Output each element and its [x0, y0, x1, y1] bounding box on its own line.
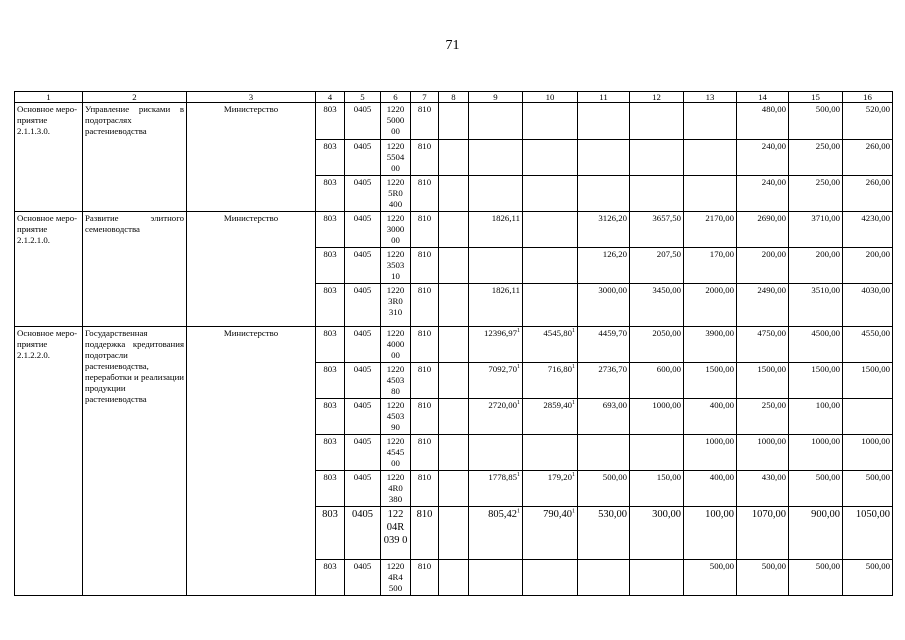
value-col-8-cell: [439, 559, 469, 595]
value-col-12-cell: 3657,50: [630, 211, 684, 247]
target-article-cell: 1220 4503 90: [381, 398, 411, 434]
value-col-10-value: 2859,40: [543, 399, 572, 410]
target-article-cell: 1220 4000 00: [381, 326, 411, 362]
value-col-12-cell: 600,00: [630, 362, 684, 398]
value-col-10-cell: [523, 326, 578, 362]
value-col-11-cell: 4459,70: [578, 326, 630, 362]
value-col-15-cell: 3510,00: [789, 283, 843, 326]
value-col-8-cell: [439, 175, 469, 211]
gr-code-cell: 803: [316, 103, 345, 140]
budget-table: [14, 91, 893, 596]
value-col-10-value: 716,80: [547, 363, 572, 374]
value-col-9-cell: [469, 362, 523, 398]
value-col-11-cell: [578, 103, 630, 140]
footnote-mark: 1: [517, 508, 520, 515]
column-header-9: 9: [469, 92, 523, 103]
value-col-9-cell: [469, 283, 523, 326]
expense-type-cell: 810: [411, 140, 439, 176]
value-col-13-cell: [684, 103, 737, 140]
value-col-11-cell: [578, 434, 630, 470]
value-col-9-cell: [469, 211, 523, 247]
target-article-cell: 1220 3503 10: [381, 247, 411, 283]
value-col-14-cell: 1070,00: [737, 506, 789, 559]
value-col-12-cell: 150,00: [630, 470, 684, 506]
event-name-cell: Развитие элитного семеноводства: [83, 211, 187, 326]
value-col-10-cell: [523, 470, 578, 506]
value-col-11-cell: 530,00: [578, 506, 630, 559]
value-col-11-cell: 3126,20: [578, 211, 630, 247]
value-col-15-cell: 500,00: [789, 470, 843, 506]
column-header-5: 5: [345, 92, 381, 103]
section-code-cell: 0405: [345, 103, 381, 140]
target-article-cell: 1220 5R0 400: [381, 175, 411, 211]
value-col-13-cell: [684, 140, 737, 176]
value-col-13-cell: 1500,00: [684, 362, 737, 398]
value-col-12-cell: [630, 434, 684, 470]
footnote-mark: 1: [572, 471, 575, 478]
expense-type-cell: 810: [411, 247, 439, 283]
column-header-16: 16: [843, 92, 893, 103]
event-code-cell: Основное меро-приятие 2.1.2.2.0.: [15, 326, 83, 595]
value-col-13-cell: 2000,00: [684, 283, 737, 326]
value-col-11-cell: 2736,70: [578, 362, 630, 398]
value-col-13-cell: 2170,00: [684, 211, 737, 247]
value-col-9-cell: [469, 103, 523, 140]
table-row: [15, 326, 893, 362]
target-article-cell: 1220 3000 00: [381, 211, 411, 247]
value-col-15-cell: 250,00: [789, 140, 843, 176]
value-col-13-cell: [684, 175, 737, 211]
value-col-14-cell: 240,00: [737, 175, 789, 211]
value-col-12-cell: [630, 140, 684, 176]
value-col-8-cell: [439, 326, 469, 362]
value-col-13-cell: 500,00: [684, 559, 737, 595]
value-col-10-cell: [523, 434, 578, 470]
value-col-16-cell: 4550,00: [843, 326, 893, 362]
footnote-mark: 1: [572, 363, 575, 370]
value-col-9-cell: [469, 559, 523, 595]
column-header-4: 4: [316, 92, 345, 103]
column-header-15: 15: [789, 92, 843, 103]
expense-type-cell: 810: [411, 559, 439, 595]
value-col-9-cell: [469, 140, 523, 176]
value-col-8-cell: [439, 434, 469, 470]
value-col-12-cell: 3450,00: [630, 283, 684, 326]
value-col-14-cell: 2690,00: [737, 211, 789, 247]
target-article-cell: 1220 4R0 380: [381, 470, 411, 506]
value-col-9-cell: [469, 506, 523, 559]
value-col-14-cell: 200,00: [737, 247, 789, 283]
value-col-14-cell: 240,00: [737, 140, 789, 176]
gr-code-cell: 803: [316, 470, 345, 506]
table-row: [15, 211, 893, 247]
value-col-11-cell: [578, 559, 630, 595]
target-article-cell: 1220 4503 80: [381, 362, 411, 398]
value-col-12-cell: [630, 103, 684, 140]
value-col-14-cell: 250,00: [737, 398, 789, 434]
value-col-10-cell: [523, 559, 578, 595]
section-code-cell: 0405: [345, 398, 381, 434]
gr-code-cell: 803: [316, 283, 345, 326]
column-header-3: 3: [187, 92, 316, 103]
expense-type-cell: 810: [411, 211, 439, 247]
value-col-16-cell: 500,00: [843, 470, 893, 506]
value-col-16-cell: 200,00: [843, 247, 893, 283]
section-code-cell: 0405: [345, 211, 381, 247]
value-col-10-value: 4545,80: [543, 327, 572, 338]
value-col-9-cell: [469, 175, 523, 211]
value-col-15-cell: 1500,00: [789, 362, 843, 398]
value-col-14-cell: 4750,00: [737, 326, 789, 362]
footnote-mark: 1: [572, 327, 575, 334]
column-header-6: 6: [381, 92, 411, 103]
section-code-cell: 0405: [345, 247, 381, 283]
value-col-10-cell: [523, 140, 578, 176]
column-header-2: 2: [83, 92, 187, 103]
executor-cell: Министерство: [187, 103, 316, 212]
section-code-cell: 0405: [345, 283, 381, 326]
gr-code-cell: 803: [316, 247, 345, 283]
value-col-13-cell: 100,00: [684, 506, 737, 559]
value-col-12-cell: [630, 559, 684, 595]
value-col-16-cell: 520,00: [843, 103, 893, 140]
value-col-8-cell: [439, 362, 469, 398]
footnote-mark: 1: [517, 399, 520, 406]
value-col-16-cell: 4230,00: [843, 211, 893, 247]
value-col-9-cell: [469, 398, 523, 434]
value-col-8-cell: [439, 283, 469, 326]
target-article-cell: 1220 3R0 310: [381, 283, 411, 326]
value-col-12-cell: 207,50: [630, 247, 684, 283]
value-col-13-cell: 400,00: [684, 470, 737, 506]
value-col-13-cell: 1000,00: [684, 434, 737, 470]
value-col-16-cell: 260,00: [843, 140, 893, 176]
gr-code-cell: 803: [316, 434, 345, 470]
value-col-10-cell: [523, 506, 578, 559]
expense-type-cell: 810: [411, 283, 439, 326]
value-col-9-value: 805,42: [488, 508, 517, 520]
value-col-14-cell: 1000,00: [737, 434, 789, 470]
value-col-16-cell: 4030,00: [843, 283, 893, 326]
value-col-12-cell: 1000,00: [630, 398, 684, 434]
value-col-8-cell: [439, 140, 469, 176]
column-header-10: 10: [523, 92, 578, 103]
gr-code-cell: 803: [316, 506, 345, 559]
value-col-10-cell: [523, 103, 578, 140]
value-col-13-cell: 170,00: [684, 247, 737, 283]
column-header-7: 7: [411, 92, 439, 103]
value-col-11-cell: 3000,00: [578, 283, 630, 326]
target-article-cell: 1220 4R4 500: [381, 559, 411, 595]
gr-code-cell: 803: [316, 211, 345, 247]
value-col-14-cell: 480,00: [737, 103, 789, 140]
value-col-11-cell: [578, 140, 630, 176]
value-col-9-value: 1826,11: [491, 284, 520, 295]
column-header-12: 12: [630, 92, 684, 103]
value-col-8-cell: [439, 247, 469, 283]
value-col-10-cell: [523, 175, 578, 211]
value-col-9-value: 2720,00: [488, 399, 517, 410]
value-col-14-cell: 1500,00: [737, 362, 789, 398]
footnote-mark: 1: [517, 471, 520, 478]
value-col-10-value: 179,20: [547, 471, 572, 482]
value-col-15-cell: 200,00: [789, 247, 843, 283]
value-col-16-cell: 1000,00: [843, 434, 893, 470]
value-col-9-value: 7092,70: [488, 363, 517, 374]
value-col-9-cell: [469, 247, 523, 283]
column-header-8: 8: [439, 92, 469, 103]
section-code-cell: 0405: [345, 470, 381, 506]
event-name-cell: Управление рисками в подотраслях растениеводства: [83, 103, 187, 212]
header-row: [15, 92, 893, 103]
page-number: 71: [445, 38, 460, 53]
value-col-10-cell: [523, 247, 578, 283]
value-col-8-cell: [439, 398, 469, 434]
value-col-13-cell: 3900,00: [684, 326, 737, 362]
executor-cell: Министерство: [187, 326, 316, 595]
gr-code-cell: 803: [316, 175, 345, 211]
value-col-11-cell: [578, 175, 630, 211]
value-col-11-cell: 126,20: [578, 247, 630, 283]
value-col-15-cell: 500,00: [789, 103, 843, 140]
value-col-12-cell: 300,00: [630, 506, 684, 559]
value-col-11-cell: 693,00: [578, 398, 630, 434]
value-col-16-cell: 1500,00: [843, 362, 893, 398]
target-article-cell: 122 04R 039 0: [381, 506, 411, 559]
value-col-13-cell: 400,00: [684, 398, 737, 434]
value-col-9-cell: [469, 470, 523, 506]
expense-type-cell: 810: [411, 434, 439, 470]
value-col-11-cell: 500,00: [578, 470, 630, 506]
gr-code-cell: 803: [316, 398, 345, 434]
value-col-8-cell: [439, 470, 469, 506]
value-col-15-cell: 4500,00: [789, 326, 843, 362]
value-col-15-cell: 100,00: [789, 398, 843, 434]
value-col-9-value: 12396,97: [484, 327, 517, 338]
column-header-1: 1: [15, 92, 83, 103]
value-col-16-cell: [843, 398, 893, 434]
expense-type-cell: 810: [411, 175, 439, 211]
value-col-14-cell: 500,00: [737, 559, 789, 595]
value-col-10-cell: [523, 211, 578, 247]
value-col-12-cell: [630, 175, 684, 211]
value-col-10-cell: [523, 283, 578, 326]
value-col-14-cell: 2490,00: [737, 283, 789, 326]
value-col-15-cell: 3710,00: [789, 211, 843, 247]
footnote-mark: 1: [517, 363, 520, 370]
expense-type-cell: 810: [411, 398, 439, 434]
column-header-14: 14: [737, 92, 789, 103]
value-col-10-cell: [523, 398, 578, 434]
value-col-15-cell: 250,00: [789, 175, 843, 211]
gr-code-cell: 803: [316, 559, 345, 595]
value-col-8-cell: [439, 506, 469, 559]
gr-code-cell: 803: [316, 362, 345, 398]
value-col-9-cell: [469, 434, 523, 470]
value-col-9-value: 1778,85: [488, 471, 517, 482]
event-code-cell: Основное меро-приятие 2.1.2.1.0.: [15, 211, 83, 326]
gr-code-cell: 803: [316, 140, 345, 176]
footnote-mark: 1: [572, 508, 575, 515]
value-col-15-cell: 500,00: [789, 559, 843, 595]
value-col-16-cell: 260,00: [843, 175, 893, 211]
section-code-cell: 0405: [345, 506, 381, 559]
section-code-cell: 0405: [345, 326, 381, 362]
value-col-14-cell: 430,00: [737, 470, 789, 506]
target-article-cell: 1220 4545 00: [381, 434, 411, 470]
value-col-10-value: 790,40: [543, 508, 572, 520]
expense-type-cell: 810: [411, 103, 439, 140]
gr-code-cell: 803: [316, 326, 345, 362]
footnote-mark: 1: [517, 327, 520, 334]
section-code-cell: 0405: [345, 434, 381, 470]
section-code-cell: 0405: [345, 362, 381, 398]
value-col-8-cell: [439, 103, 469, 140]
column-header-11: 11: [578, 92, 630, 103]
value-col-8-cell: [439, 211, 469, 247]
value-col-15-cell: 900,00: [789, 506, 843, 559]
target-article-cell: 1220 5504 00: [381, 140, 411, 176]
footnote-mark: 1: [572, 399, 575, 406]
section-code-cell: 0405: [345, 140, 381, 176]
section-code-cell: 0405: [345, 175, 381, 211]
value-col-16-cell: 500,00: [843, 559, 893, 595]
expense-type-cell: 810: [411, 506, 439, 559]
value-col-15-cell: 1000,00: [789, 434, 843, 470]
value-col-9-cell: [469, 326, 523, 362]
expense-type-cell: 810: [411, 362, 439, 398]
event-code-cell: Основное меро-приятие 2.1.1.3.0.: [15, 103, 83, 212]
executor-cell: Министерство: [187, 211, 316, 326]
expense-type-cell: 810: [411, 470, 439, 506]
event-name-cell: Государственная поддержка кредитования подотрасли растениеводства, переработки и реализации продукции растениеводства: [83, 326, 187, 595]
value-col-10-cell: [523, 362, 578, 398]
expense-type-cell: 810: [411, 326, 439, 362]
column-header-13: 13: [684, 92, 737, 103]
value-col-9-value: 1826,11: [491, 212, 520, 223]
table-row: [15, 103, 893, 140]
section-code-cell: 0405: [345, 559, 381, 595]
target-article-cell: 1220 5000 00: [381, 103, 411, 140]
value-col-12-cell: 2050,00: [630, 326, 684, 362]
value-col-16-cell: 1050,00: [843, 506, 893, 559]
